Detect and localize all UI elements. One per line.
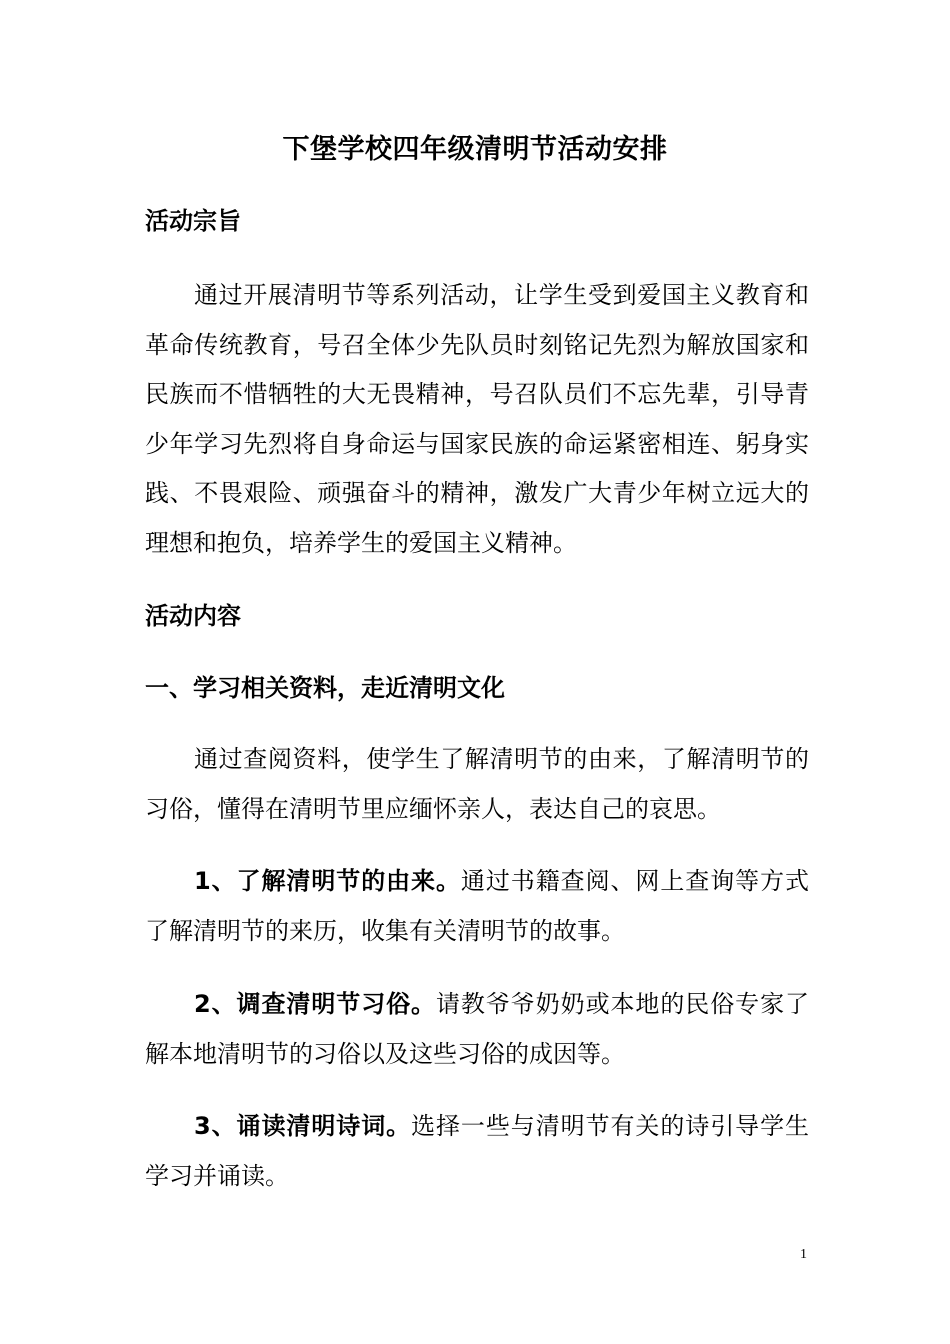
document-title: 下堡学校四年级清明节活动安排: [282, 134, 668, 165]
page-number: 1: [800, 1247, 807, 1262]
list-item-3-text: 选择一些与清明节有关的诗引导学生学习并诵读。: [145, 1112, 809, 1190]
list-item-3-lead: 3、诵读清明诗词。: [194, 1112, 412, 1140]
paragraph-purpose: 通过开展清明节等系列活动，让学生受到爱国主义教育和革命传统教育，号召全体少先队员时刻铭记先烈为解放国家和民族而不惜牺牲的大无畏精神，号召队员们不忘先辈，引导青少年学习先烈将自身命运与国家民族的命运紧密相连、躬身实践、不畏艰险、顽强奋斗的精神，激发广大青少年树立远大的理想和抱负，培养学生的爱国主义精神。: [145, 281, 809, 557]
subsection-heading-part1: 一、学习相关资料，走近清明文化: [145, 674, 505, 702]
section-heading-content: 活动内容: [145, 602, 241, 630]
list-item-1: [145, 857, 809, 956]
list-item-1-lead: 1、了解清明节的由来。: [194, 867, 461, 895]
list-item-2-text: 请教爷爷奶奶或本地的民俗专家了解本地清明节的习俗以及这些习俗的成因等。: [145, 990, 810, 1068]
list-item-2: [145, 980, 809, 1079]
paragraph-part1-intro: 通过查阅资料，使学生了解清明节的由来，了解清明节的习俗，懂得在清明节里应缅怀亲人，表达自己的哀思。: [145, 745, 809, 823]
list-item-2-lead: 2、调查清明节习俗。: [194, 990, 436, 1018]
list-item-1-text: 通过书籍查阅、网上查询等方式了解清明节的来历，收集有关清明节的故事。: [145, 867, 809, 945]
list-item-3: [145, 1102, 809, 1201]
section-heading-purpose: 活动宗旨: [145, 207, 241, 235]
